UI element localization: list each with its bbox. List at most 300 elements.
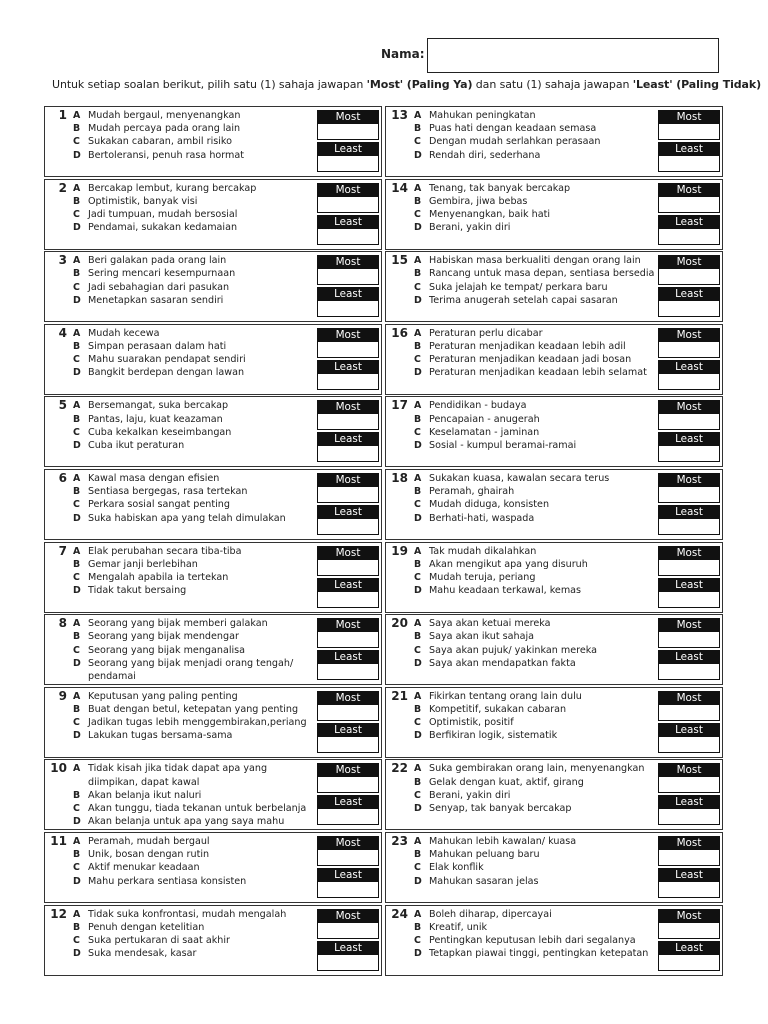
question-number: 15 <box>391 253 408 268</box>
option-text: Peramah, ghairah <box>429 486 515 498</box>
option-row <box>73 221 318 234</box>
option-letter: A <box>414 255 422 267</box>
most-label: Most <box>658 836 720 850</box>
option-letter: B <box>414 123 422 135</box>
option-row <box>73 584 318 597</box>
option-letter: C <box>73 644 80 656</box>
question-item <box>44 251 382 322</box>
option-text: Pencapaian - anugerah <box>429 413 540 425</box>
option-row <box>73 327 318 340</box>
option-row <box>73 426 318 439</box>
option-text: Bercakap lembut, kurang bercakap <box>88 182 257 194</box>
option-text: Dengan mudah serlahkan perasaan <box>429 136 601 148</box>
least-answer-box[interactable] <box>658 519 720 535</box>
option-letter: C <box>73 572 80 583</box>
option-text: Sentiasa bergegas, rasa tertekan <box>88 486 248 498</box>
option-list <box>73 109 318 162</box>
option-letter: B <box>73 789 81 801</box>
option-letter: C <box>414 935 421 946</box>
option-row <box>414 630 659 643</box>
option-row <box>73 149 318 162</box>
most-label: Most <box>658 691 720 705</box>
option-row <box>414 340 659 353</box>
option-text: Mudah teruja, periang <box>429 572 536 583</box>
option-row <box>414 208 659 221</box>
option-list <box>414 617 659 670</box>
least-answer-box[interactable] <box>658 664 720 680</box>
option-letter: D <box>414 657 422 669</box>
option-text: Akan tunggu, tiada tekanan untuk berbelanja <box>88 803 307 814</box>
option-letter: A <box>414 473 422 484</box>
option-letter: D <box>73 222 81 234</box>
question-number: 13 <box>391 108 408 122</box>
least-label: Least <box>317 360 379 374</box>
option-row <box>414 281 659 294</box>
option-letter: B <box>414 704 422 715</box>
most-label: Most <box>658 909 720 923</box>
option-text: Berhati-hati, waspada <box>429 512 535 524</box>
most-answer-box[interactable] <box>658 777 720 793</box>
option-row <box>73 399 318 412</box>
most-answer-box[interactable] <box>317 705 379 721</box>
option-row <box>73 109 318 122</box>
option-text: Gemar janji berlebihan <box>88 558 198 570</box>
option-row <box>73 498 318 511</box>
option-text: Seorang yang bijak menjadi orang tengah/ pendamai <box>88 657 294 682</box>
name-input-box[interactable] <box>427 38 719 73</box>
option-text: Pendidikan - budaya <box>429 400 527 412</box>
most-answer-box[interactable] <box>317 923 379 939</box>
least-answer-box[interactable] <box>317 592 379 608</box>
option-text: Sukakan cabaran, ambil risiko <box>88 136 233 148</box>
option-text: Seorang yang bijak memberi galakan <box>88 618 268 630</box>
question-item <box>44 759 382 830</box>
least-label: Least <box>317 795 379 809</box>
most-answer-box[interactable] <box>317 777 379 793</box>
option-row <box>73 729 318 742</box>
option-text: Mahukan sasaran jelas <box>429 875 539 887</box>
option-text: Peramah, mudah bergaul <box>88 836 210 847</box>
option-text: Saya akan ketuai mereka <box>429 618 551 630</box>
least-answer-box[interactable] <box>317 664 379 680</box>
option-row <box>73 690 318 703</box>
option-row <box>414 835 659 848</box>
answer-boxes <box>317 328 379 390</box>
option-list <box>73 762 318 828</box>
most-answer-box[interactable] <box>317 487 379 503</box>
option-row <box>414 861 659 874</box>
option-row <box>73 254 318 267</box>
least-answer-box[interactable] <box>658 955 720 971</box>
option-letter: A <box>73 836 81 847</box>
question-number: 4 <box>58 325 67 340</box>
option-text: Rancang untuk masa depan, sentiasa bersedia <box>429 268 655 280</box>
most-answer-box[interactable] <box>658 342 720 358</box>
most-label: Most <box>658 328 720 342</box>
option-list <box>414 254 659 307</box>
option-text: Bangkit berdepan dengan lawan <box>88 367 245 379</box>
option-letter: A <box>414 182 422 194</box>
least-label: Least <box>317 650 379 664</box>
question-number: 21 <box>391 688 408 703</box>
option-row <box>73 644 318 657</box>
least-answer-box[interactable] <box>317 229 379 245</box>
most-label: Most <box>658 400 720 414</box>
option-letter: B <box>414 195 422 207</box>
option-row <box>73 630 318 643</box>
question-number: 12 <box>50 906 67 921</box>
question-item <box>44 542 382 613</box>
option-row <box>414 498 659 511</box>
answer-boxes <box>658 618 720 680</box>
question-item <box>385 542 723 613</box>
least-answer-box[interactable] <box>317 374 379 390</box>
option-text: Puas hati dengan keadaan semasa <box>429 123 597 135</box>
option-text: Sukakan kuasa, kawalan secara terus <box>429 473 610 484</box>
option-row <box>73 571 318 584</box>
option-text: Buat dengan betul, ketepatan yang penting <box>88 704 299 715</box>
option-text: Fikirkan tentang orang lain dulu <box>429 690 582 702</box>
option-row <box>414 426 659 439</box>
most-answer-box[interactable] <box>658 632 720 648</box>
least-answer-box[interactable] <box>658 374 720 390</box>
option-letter: D <box>414 222 422 234</box>
option-row <box>414 439 659 452</box>
most-answer-box[interactable] <box>317 342 379 358</box>
option-list <box>73 545 318 598</box>
option-text: Akan belanja ikut naluri <box>88 789 202 801</box>
most-answer-box[interactable] <box>658 560 720 576</box>
question-item <box>44 324 382 395</box>
option-row <box>73 762 318 788</box>
option-text: Mahukan peningkatan <box>429 110 536 121</box>
most-answer-box[interactable] <box>658 705 720 721</box>
option-letter: D <box>414 149 422 161</box>
option-letter: D <box>414 730 422 742</box>
option-letter: D <box>73 294 81 306</box>
least-answer-box[interactable] <box>658 809 720 825</box>
option-text: Perkara sosial sangat penting <box>88 499 230 511</box>
option-row <box>73 182 318 195</box>
least-label: Least <box>658 868 720 882</box>
option-letter: C <box>73 499 80 511</box>
option-letter: D <box>414 440 422 451</box>
option-letter: A <box>414 110 422 121</box>
most-answer-box[interactable] <box>317 124 379 140</box>
option-letter: A <box>73 400 81 412</box>
most-label: Most <box>658 110 720 124</box>
question-number: 7 <box>58 543 67 558</box>
question-number: 3 <box>58 253 67 268</box>
answer-boxes <box>317 691 379 753</box>
most-answer-box[interactable] <box>658 923 720 939</box>
option-row <box>73 208 318 221</box>
option-text: Aktif menukar keadaan <box>88 862 200 874</box>
option-text: Lakukan tugas bersama-sama <box>88 730 233 742</box>
least-answer-box[interactable] <box>317 809 379 825</box>
option-text: Berani, yakin diri <box>429 789 511 801</box>
option-list <box>73 254 318 307</box>
most-label: Most <box>317 909 379 923</box>
least-label: Least <box>658 360 720 374</box>
most-label: Most <box>658 618 720 632</box>
option-row <box>73 703 318 716</box>
option-row <box>73 485 318 498</box>
least-label: Least <box>658 578 720 592</box>
option-row <box>73 835 318 848</box>
option-text: Seorang yang bijak mendengar <box>88 631 239 643</box>
least-answer-box[interactable] <box>317 955 379 971</box>
question-number: 16 <box>391 325 408 340</box>
option-letter: B <box>73 413 81 425</box>
option-row <box>414 921 659 934</box>
option-letter: D <box>73 948 81 960</box>
option-text: Mahu suarakan pendapat sendiri <box>88 354 246 366</box>
option-letter: B <box>414 268 422 280</box>
question-item <box>44 687 382 758</box>
answer-boxes <box>317 255 379 317</box>
option-letter: A <box>73 618 81 630</box>
option-letter: B <box>73 921 81 933</box>
option-letter: B <box>73 486 81 498</box>
option-text: Mudah bergaul, menyenangkan <box>88 110 241 121</box>
least-answer-box[interactable] <box>658 882 720 898</box>
option-letter: C <box>414 354 421 366</box>
most-answer-box[interactable] <box>317 414 379 430</box>
question-number: 14 <box>391 180 408 195</box>
option-list <box>414 109 659 162</box>
option-text: Tak mudah dikalahkan <box>429 545 537 557</box>
option-letter: D <box>73 367 81 379</box>
option-row <box>414 149 659 162</box>
least-answer-box[interactable] <box>658 592 720 608</box>
answer-boxes <box>317 110 379 172</box>
option-list <box>73 690 318 743</box>
most-label: Most <box>317 255 379 269</box>
option-row <box>414 472 659 485</box>
question-number: 18 <box>391 471 408 485</box>
option-letter: A <box>73 545 81 557</box>
option-row <box>414 848 659 861</box>
question-item <box>44 905 382 976</box>
option-row <box>73 934 318 947</box>
option-text: Pendamai, sukakan kedamaian <box>88 222 238 234</box>
option-text: Bersemangat, suka bercakap <box>88 400 229 412</box>
most-answer-box[interactable] <box>658 414 720 430</box>
most-label: Most <box>317 546 379 560</box>
option-letter: B <box>73 704 81 715</box>
most-answer-box[interactable] <box>658 850 720 866</box>
option-text: Suka habiskan apa yang telah dimulakan <box>88 512 286 524</box>
option-letter: C <box>414 789 421 801</box>
question-number: 19 <box>391 543 408 558</box>
option-letter: A <box>414 908 422 920</box>
option-letter: A <box>414 545 422 557</box>
option-text: Mahu perkara sentiasa konsisten <box>88 875 247 887</box>
option-list <box>73 399 318 452</box>
option-letter: B <box>414 849 422 861</box>
option-list <box>414 908 659 961</box>
most-answer-box[interactable] <box>658 124 720 140</box>
option-letter: D <box>73 585 81 597</box>
option-letter: A <box>73 763 81 775</box>
option-text: Suka jelajah ke tempat/ perkara baru <box>429 281 608 293</box>
option-text: Sering mencari kesempurnaan <box>88 268 236 280</box>
option-row <box>73 545 318 558</box>
question-item <box>44 106 382 177</box>
option-letter: C <box>73 281 80 293</box>
option-text: Terima anugerah setelah capai sasaran <box>429 294 618 306</box>
least-label: Least <box>658 505 720 519</box>
most-answer-box[interactable] <box>658 269 720 285</box>
option-letter: D <box>414 367 422 379</box>
answer-boxes <box>658 546 720 608</box>
most-answer-box[interactable] <box>317 560 379 576</box>
option-list <box>414 835 659 888</box>
option-letter: B <box>414 921 422 933</box>
option-text: Tenang, tak banyak bercakap <box>429 182 571 194</box>
option-row <box>73 617 318 630</box>
option-text: Simpan perasaan dalam hati <box>88 341 227 352</box>
option-text: Boleh diharap, dipercayai <box>429 908 552 920</box>
question-item <box>44 179 382 250</box>
option-text: Tetapkan piawai tinggi, pentingkan ketepatan <box>429 948 649 960</box>
least-label: Least <box>317 578 379 592</box>
option-text: Penuh dengan ketelitian <box>88 921 205 933</box>
question-number: 22 <box>391 761 408 776</box>
option-row <box>414 399 659 412</box>
question-item <box>44 469 382 540</box>
option-text: Gembira, jiwa bebas <box>429 195 528 207</box>
question-number: 24 <box>391 906 408 921</box>
least-answer-box[interactable] <box>317 882 379 898</box>
option-text: Mudah diduga, konsisten <box>429 499 550 511</box>
option-text: Berani, yakin diri <box>429 222 511 234</box>
answer-boxes <box>658 909 720 971</box>
option-letter: B <box>414 558 422 570</box>
option-text: Peraturan menjadikan keadaan lebih adil <box>429 341 626 352</box>
option-letter: D <box>414 803 422 814</box>
option-letter: A <box>414 836 422 847</box>
least-label: Least <box>317 432 379 446</box>
most-label: Most <box>317 400 379 414</box>
option-row <box>73 716 318 729</box>
option-list <box>414 399 659 452</box>
option-text: Pantas, laju, kuat keazaman <box>88 413 223 425</box>
option-row <box>414 413 659 426</box>
most-answer-box[interactable] <box>317 850 379 866</box>
option-text: Rendah diri, sederhana <box>429 149 541 161</box>
option-row <box>414 545 659 558</box>
option-letter: B <box>73 268 81 280</box>
least-answer-box[interactable] <box>658 301 720 317</box>
most-answer-box[interactable] <box>658 487 720 503</box>
least-label: Least <box>317 287 379 301</box>
option-letter: A <box>73 473 81 484</box>
least-answer-box[interactable] <box>317 737 379 753</box>
option-row <box>414 644 659 657</box>
question-item <box>385 832 723 903</box>
option-row <box>414 512 659 525</box>
option-row <box>414 221 659 234</box>
most-answer-box[interactable] <box>317 632 379 648</box>
option-text: Seorang yang bijak menganalisa <box>88 644 246 656</box>
most-answer-box[interactable] <box>658 197 720 213</box>
answer-boxes <box>317 183 379 245</box>
option-text: Saya akan mendapatkan fakta <box>429 657 576 669</box>
option-row <box>73 366 318 379</box>
least-answer-box[interactable] <box>317 519 379 535</box>
option-text: Mengalah apabila ia tertekan <box>88 572 229 583</box>
option-row <box>73 340 318 353</box>
option-text: Menyenangkan, baik hati <box>429 209 551 220</box>
option-letter: C <box>73 862 80 874</box>
option-list <box>414 690 659 743</box>
question-item <box>385 106 723 177</box>
option-letter: D <box>73 657 81 669</box>
option-letter: C <box>73 803 80 814</box>
option-row <box>73 861 318 874</box>
question-number: 20 <box>391 616 408 631</box>
option-text: Kompetitif, sukakan cabaran <box>429 704 567 715</box>
option-letter: B <box>414 776 422 788</box>
least-answer-box[interactable] <box>317 301 379 317</box>
question-number: 2 <box>58 180 67 195</box>
option-letter: A <box>414 400 422 412</box>
answer-boxes <box>317 909 379 971</box>
option-row <box>73 294 318 307</box>
most-label: Most <box>658 183 720 197</box>
option-text: Suka mendesak, kasar <box>88 948 197 960</box>
option-row <box>414 254 659 267</box>
option-letter: D <box>414 875 422 887</box>
option-letter: A <box>414 327 422 339</box>
most-label: Most <box>317 328 379 342</box>
most-label: Most <box>658 255 720 269</box>
option-row <box>73 413 318 426</box>
least-label: Least <box>658 941 720 955</box>
least-answer-box[interactable] <box>658 446 720 462</box>
option-row <box>73 195 318 208</box>
most-answer-box[interactable] <box>317 197 379 213</box>
least-answer-box[interactable] <box>658 229 720 245</box>
option-letter: C <box>414 136 421 148</box>
least-answer-box[interactable] <box>658 737 720 753</box>
least-answer-box[interactable] <box>658 156 720 172</box>
question-number: 17 <box>391 398 408 413</box>
option-letter: D <box>73 816 81 828</box>
least-answer-box[interactable] <box>317 156 379 172</box>
option-row <box>414 294 659 307</box>
option-letter: C <box>73 426 80 438</box>
least-answer-box[interactable] <box>317 446 379 462</box>
option-text: Mudah kecewa <box>88 327 160 339</box>
option-letter: C <box>414 426 421 438</box>
option-row <box>414 366 659 379</box>
option-letter: C <box>73 717 80 729</box>
option-letter: A <box>73 255 81 267</box>
answer-boxes <box>658 836 720 898</box>
option-text: Berfikiran logik, sistematik <box>429 730 558 742</box>
most-answer-box[interactable] <box>317 269 379 285</box>
most-label: Most <box>317 183 379 197</box>
option-letter: B <box>73 849 81 861</box>
least-label: Least <box>658 795 720 809</box>
option-letter: D <box>73 512 81 524</box>
option-text: Jadi sebahagian dari pasukan <box>88 281 230 293</box>
option-letter: B <box>73 341 81 352</box>
option-letter: D <box>73 730 81 742</box>
